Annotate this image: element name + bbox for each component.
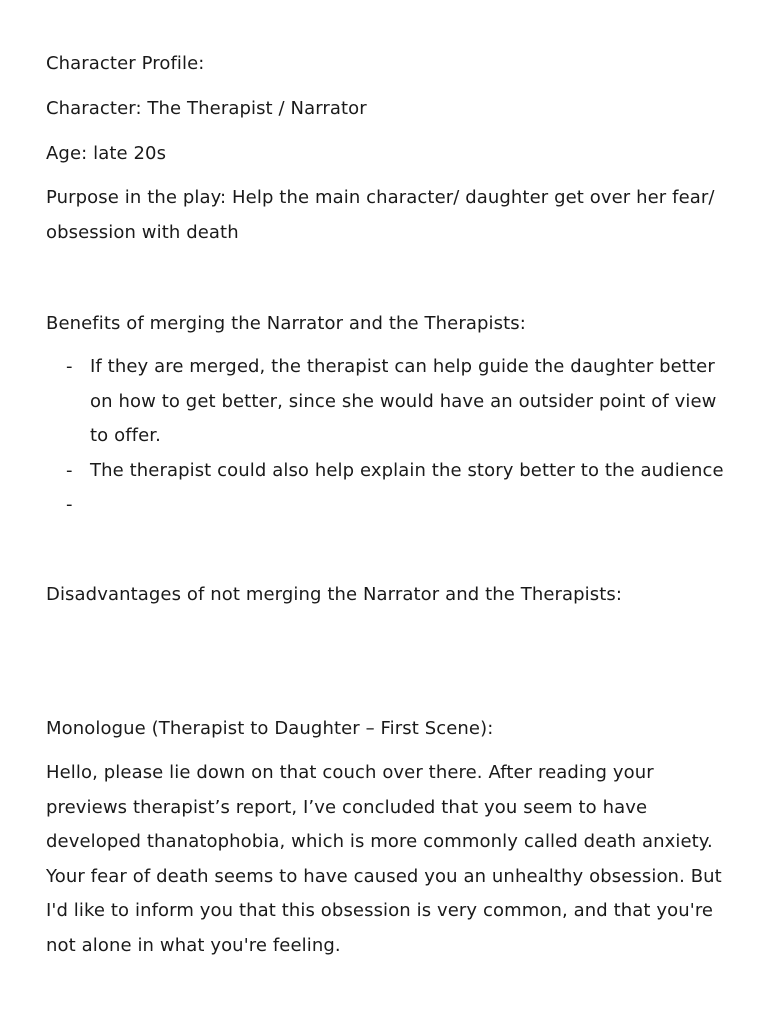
disadvantages-heading: Disadvantages of not merging the Narrator and the Therapists: <box>46 584 623 605</box>
monologue-paragraph: Hello, please lie down on that couch over there. After reading your previews therapist’s report, I’ve concluded that you seem to have developed thanatophobia, which is more commonly called death anxiety. Your fear of death seems to have caused you an unhealthy obsession. But I'd like to inform you that this obsession is very common, and that you're not alone in what you're feeling. <box>46 762 722 956</box>
purpose-paragraph: Purpose in the play: Help the main character/ daughter get over her fear/ obsession with death <box>46 187 715 243</box>
profile-heading: Character Profile: <box>46 53 205 74</box>
benefit-text: The therapist could also help explain the story better to the audience <box>90 459 724 481</box>
bullet-dash: - <box>66 494 73 515</box>
age-line: Age: late 20s <box>46 143 167 164</box>
bullet-dash: - <box>66 356 73 377</box>
bullet-dash: - <box>66 459 73 481</box>
benefit-text: If they are merged, the therapist can help guide the daughter better on how to get better, since she would have an outsider point of view to offer. <box>90 356 717 446</box>
benefits-list <box>46 350 736 515</box>
benefit-item <box>46 454 736 489</box>
benefit-item <box>46 350 736 454</box>
benefits-heading: Benefits of merging the Narrator and the Therapists: <box>46 313 526 334</box>
character-line: Character: The Therapist / Narrator <box>46 98 367 119</box>
monologue-heading: Monologue (Therapist to Daughter – First Scene): <box>46 718 494 739</box>
